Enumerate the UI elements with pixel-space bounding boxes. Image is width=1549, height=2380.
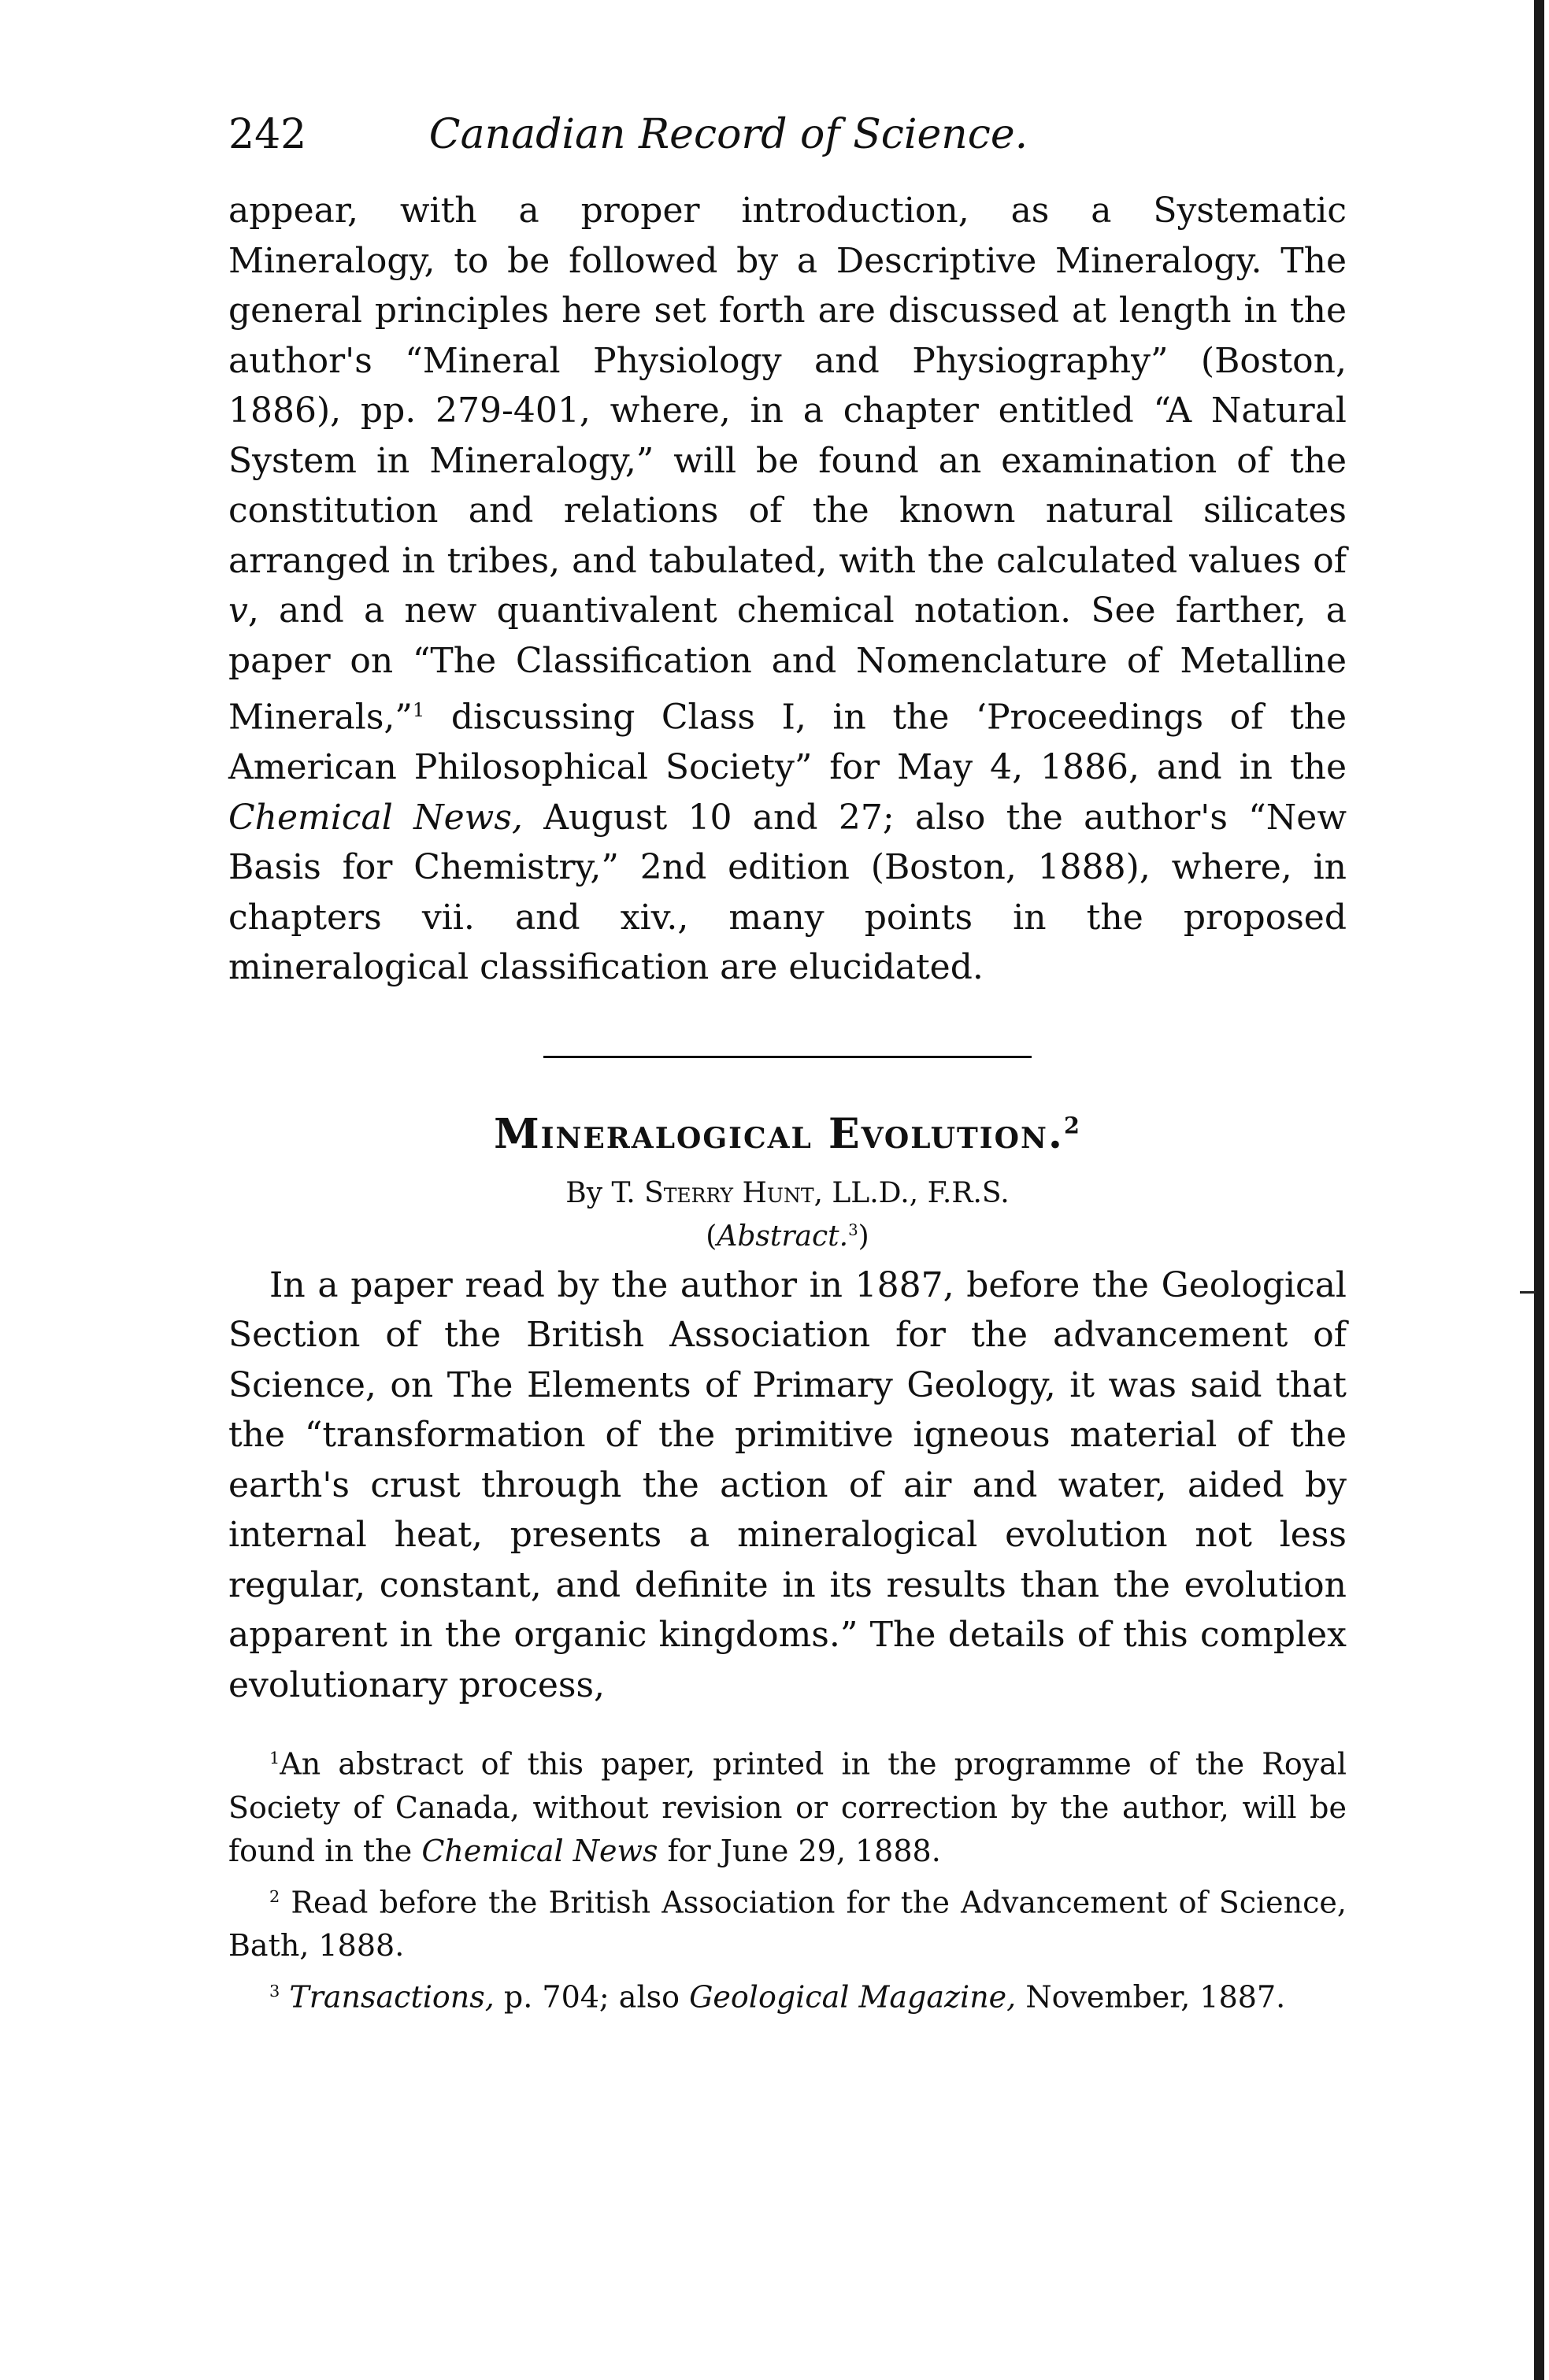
- intro-variable-v: v: [228, 590, 248, 631]
- intro-paragraph: [228, 186, 1347, 993]
- footnote-2: [228, 1875, 1347, 1968]
- intro-text-3: discussing Class I, in the ‘Proceedings of the American Philosophical Society” for May 4, 1886, and in the: [228, 697, 1347, 788]
- intro-text-2: , and a new quantivalent chemical notation. See farther, a paper on “The Classification and Nomenclature of Metalline Minerals,”: [228, 590, 1347, 738]
- footnote-1: [228, 1737, 1347, 1873]
- byline-prefix: By T.: [565, 1176, 645, 1209]
- footnote-1-italic: Chemical News: [421, 1833, 658, 1868]
- author-name: Sterry Hunt,: [644, 1176, 823, 1209]
- footnote-3-italic-2: Geological Magazine,: [689, 1980, 1017, 2015]
- article-title-text: Mineralogical Evolution.: [494, 1109, 1064, 1158]
- running-head: [228, 110, 1347, 159]
- footnote-3-number: 3: [269, 1982, 280, 2001]
- footnote-ref-1: 1: [412, 699, 425, 721]
- byline: [228, 1177, 1347, 1209]
- intro-text-1: appear, with a proper introduction, as a Systematic Mineralogy, to be followed by a Descriptive Mineralogy. The general principles here set forth are discussed at length in the author's “Mineral Physiology and Physiography” (Boston, 1886), pp. 279-401, where, in a chapter entitled “A Natural System in Mineralogy,” will be found an examination of the constitution and relations of the known natural silicates arranged in tribes, and tabulated, with the calculated values of: [228, 191, 1347, 581]
- footnote-1-text-1: An abstract of this paper, printed in the programme of the Royal Society of Canada, without revision or correction by the author, will be found in the: [228, 1746, 1347, 1868]
- intro-chemical-news: Chemical News,: [228, 797, 523, 838]
- abstract-label-text: Abstract.: [717, 1220, 849, 1253]
- abstract-label: [228, 1220, 1347, 1253]
- footnote-2-number: 2: [269, 1886, 280, 1906]
- footnote-3: [228, 1970, 1347, 2019]
- page: [228, 110, 1347, 2022]
- intro-text-4: August 10 and 27; also the author's “New Basis for Chemistry,” 2nd edition (Boston, 1888), where, in chapters vii. and xiv., many points in the proposed mineralogical classification are elucidated.: [228, 797, 1347, 988]
- section-divider: [543, 1056, 1032, 1058]
- article-title: [228, 1110, 1347, 1158]
- journal-title: Canadian Record of Science.: [428, 111, 1028, 158]
- footnote-ref-2: 2: [1063, 1112, 1081, 1139]
- scan-edge-bar: [1534, 0, 1544, 2380]
- author-credentials: LL.D., F.R.S.: [822, 1176, 1010, 1209]
- footnote-1-text-2: for June 29, 1888.: [658, 1833, 941, 1868]
- abstract-close-paren: ): [858, 1220, 869, 1253]
- footnotes: [228, 1737, 1347, 2019]
- footnote-3-text-2: November, 1887.: [1016, 1980, 1286, 2015]
- footnote-1-number: 1: [269, 1749, 280, 1768]
- footnote-ref-3: 3: [848, 1220, 858, 1239]
- footnote-3-text-1: p. 704; also: [494, 1980, 690, 2015]
- abstract-open-paren: (: [706, 1220, 717, 1253]
- footnote-2-text: Read before the British Association for the Advancement of Science, Bath, 1888.: [228, 1885, 1347, 1964]
- page-number: 242: [228, 111, 307, 158]
- scan-edge-tick: [1520, 1291, 1536, 1294]
- article-paragraph: In a paper read by the author in 1887, before the Geological Section of the British Association for the advancement of Science, on The Elements of Primary Geology, it was said that the “transformation of the primitive igneous material of the earth's crust through the action of air and water, aided by internal heat, presents a mineralogical evolution not less regular, constant, and definite in its results than the evolution apparent in the organic kingdoms.” The details of this complex evolutionary process,: [228, 1264, 1347, 1705]
- footnote-3-italic-1: Transactions,: [289, 1980, 495, 2015]
